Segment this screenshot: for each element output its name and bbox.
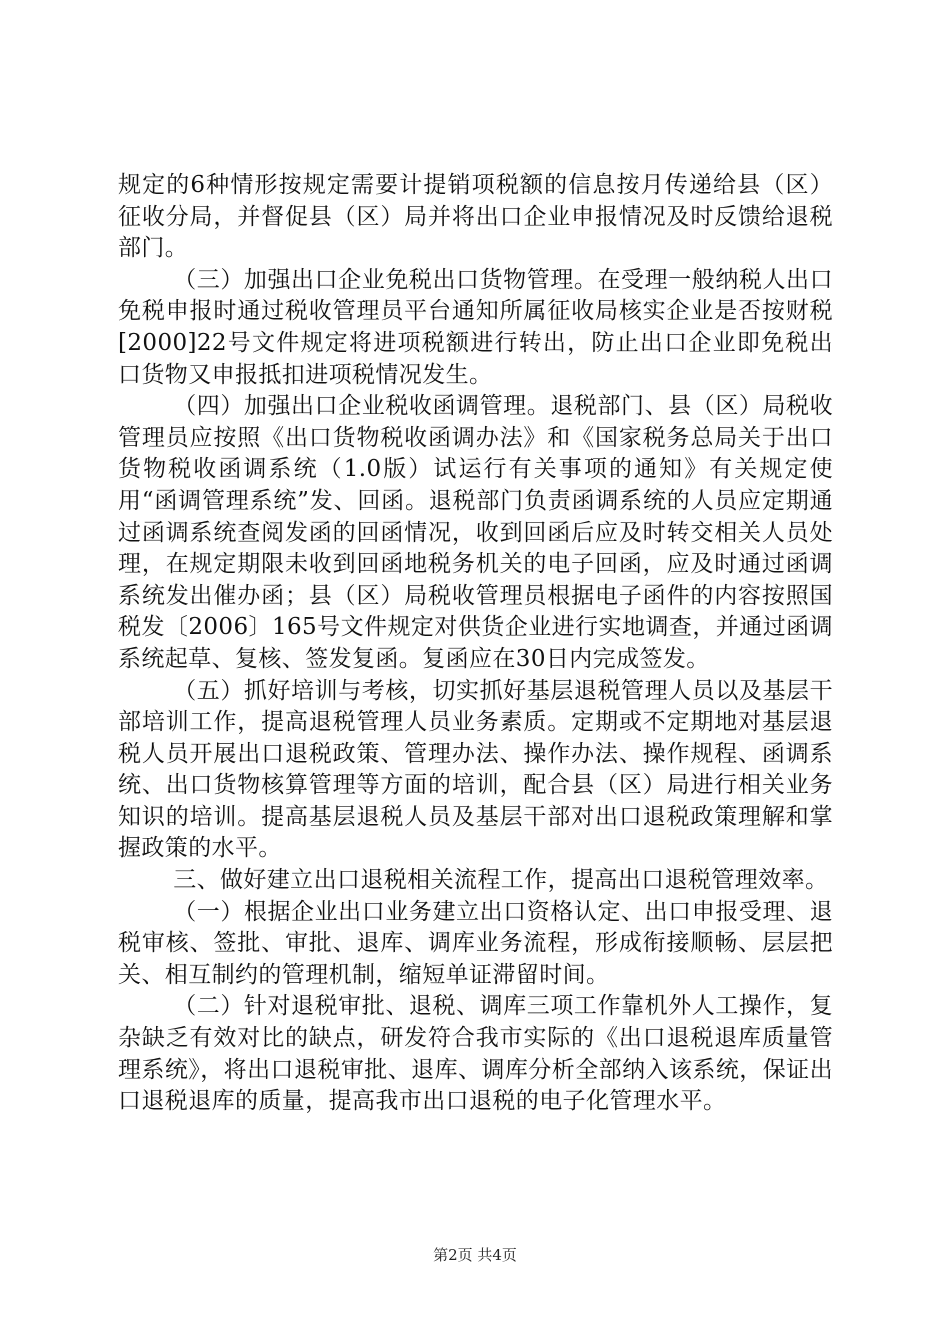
page-footer: 第2页 共4页 bbox=[433, 1246, 517, 1264]
paragraph-item-2: （二）针对退税审批、退税、调库三项工作靠机外人工操作，复杂缺乏有效对比的缺点，研发符合我市实际的《出口退税退库质量管理系统》，将出口退税审批、退库、调库分析全部纳入该系统，保证出口退税退库的质量，提高我市出口退税的电子化管理水平。 bbox=[118, 993, 833, 1115]
section-heading-3: 三、做好建立出口退税相关流程工作，提高出口退税管理效率。 bbox=[173, 867, 829, 894]
paragraph-item-1: （一）根据企业出口业务建立出口资格认定、出口申报受理、退税审核、签批、审批、退库、调库业务流程，形成衔接顺畅、层层把关、相互制约的管理机制，缩短单证滞留时间。 bbox=[118, 898, 833, 988]
paragraph-item-3: （三）加强出口企业免税出口货物管理。在受理一般纳税人出口免税申报时通过税收管理员平台通知所属征收局核实企业是否按财税[2000]22号文件规定将进项税额进行转出，防止出口企业即免税出口货物又申报抵扣进项税情况发生。 bbox=[118, 266, 833, 388]
document-body bbox=[118, 170, 833, 1118]
paragraph-continuation: 规定的6种情形按规定需要计提销项税额的信息按月传递给县（区）征收分局，并督促县（区）局并将出口企业申报情况及时反馈给退税部门。 bbox=[118, 172, 833, 262]
paragraph-item-4: （四）加强出口企业税收函调管理。退税部门、县（区）局税收管理员应按照《出口货物税收函调办法》和《国家税务总局关于出口货物税收函调系统（1.0版）试运行有关事项的通知》有关规定使用“函调管理系统”发、回函。退税部门负责函调系统的人员应定期通过函调系统查阅发函的回函情况，收到回函后应及时转交相关人员处理，在规定期限未收到回函地税务机关的电子回函，应及时通过函调系统发出催办函；县（区）局税收管理员根据电子函件的内容按照国税发〔2006〕165号文件规定对供货企业进行实地调查，并通过函调系统起草、复核、签发复函。复函应在30日内完成签发。 bbox=[118, 393, 833, 672]
paragraph-item-5: （五）抓好培训与考核，切实抓好基层退税管理人员以及基层干部培训工作，提高退税管理人员业务素质。定期或不定期地对基层退税人员开展出口退税政策、管理办法、操作办法、操作规程、函调系统、出口货物核算管理等方面的培训，配合县（区）局进行相关业务知识的培训。提高基层退税人员及基层干部对出口退税政策理解和掌握政策的水平。 bbox=[118, 677, 833, 862]
